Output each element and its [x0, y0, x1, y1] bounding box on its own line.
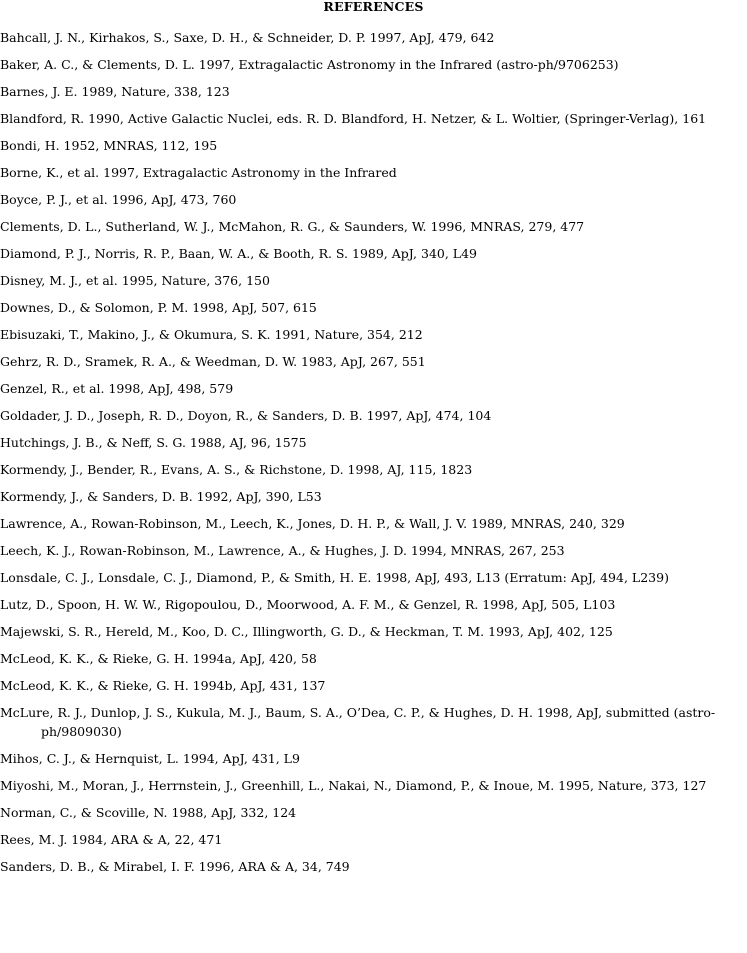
reference-entry: Mihos, C. J., & Hernquist, L. 1994, ApJ, 431, L9 — [0, 751, 300, 766]
reference-entry: Norman, C., & Scoville, N. 1988, ApJ, 332, 124 — [0, 805, 297, 820]
reference-entry: Lutz, D., Spoon, H. W. W., Rigopoulou, D., Moorwood, A. F. M., & Genzel, R. 1998, ApJ, 505, L103 — [0, 597, 616, 612]
reference-entry: Sanders, D. B., & Mirabel, I. F. 1996, ARA & A, 34, 749 — [0, 859, 350, 874]
reference-entry: Clements, D. L., Sutherland, W. J., McMahon, R. G., & Saunders, W. 1996, MNRAS, 279, 477 — [0, 219, 585, 234]
section-heading: REFERENCES — [323, 0, 424, 14]
reference-entry: McLure, R. J., Dunlop, J. S., Kukula, M. J., Baum, S. A., O’Dea, C. P., & Hughes, D. H. 1998, ApJ, submitted (astro-ph/9809030) — [0, 705, 716, 739]
reference-entry: Rees, M. J. 1984, ARA & A, 22, 471 — [0, 832, 223, 847]
reference-entry: Downes, D., & Solomon, P. M. 1998, ApJ, 507, 615 — [0, 300, 317, 315]
reference-entry: Gehrz, R. D., Sramek, R. A., & Weedman, D. W. 1983, ApJ, 267, 551 — [0, 354, 426, 369]
reference-entry: Boyce, P. J., et al. 1996, ApJ, 473, 760 — [0, 192, 237, 207]
reference-entry: Lonsdale, C. J., Lonsdale, C. J., Diamond, P., & Smith, H. E. 1998, ApJ, 493, L13 (Erratum: ApJ, 494, L239) — [0, 570, 669, 585]
reference-entry: Kormendy, J., & Sanders, D. B. 1992, ApJ, 390, L53 — [0, 489, 322, 504]
reference-entry: Kormendy, J., Bender, R., Evans, A. S., & Richstone, D. 1998, AJ, 115, 1823 — [0, 462, 473, 477]
reference-entry: Bahcall, J. N., Kirhakos, S., Saxe, D. H., & Schneider, D. P. 1997, ApJ, 479, 642 — [0, 30, 495, 45]
reference-entry: Leech, K. J., Rowan-Robinson, M., Lawrence, A., & Hughes, J. D. 1994, MNRAS, 267, 253 — [0, 543, 565, 558]
reference-entry: Genzel, R., et al. 1998, ApJ, 498, 579 — [0, 381, 234, 396]
reference-entry: Borne, K., et al. 1997, Extragalactic Astronomy in the Infrared — [0, 165, 397, 180]
reference-entry: Goldader, J. D., Joseph, R. D., Doyon, R., & Sanders, D. B. 1997, ApJ, 474, 104 — [0, 408, 492, 423]
reference-entry: Baker, A. C., & Clements, D. L. 1997, Extragalactic Astronomy in the Infrared (astro-ph/9706253) — [0, 57, 619, 72]
reference-entry: McLeod, K. K., & Rieke, G. H. 1994a, ApJ, 420, 58 — [0, 651, 317, 666]
reference-entry: Bondi, H. 1952, MNRAS, 112, 195 — [0, 138, 218, 153]
reference-entry: Hutchings, J. B., & Neff, S. G. 1988, AJ, 96, 1575 — [0, 435, 307, 450]
reference-entry: Barnes, J. E. 1989, Nature, 338, 123 — [0, 84, 230, 99]
reference-entry: Disney, M. J., et al. 1995, Nature, 376, 150 — [0, 273, 270, 288]
reference-entry: Majewski, S. R., Hereld, M., Koo, D. C., Illingworth, G. D., & Heckman, T. M. 1993, ApJ, 402, 125 — [0, 624, 613, 639]
reference-entry: Lawrence, A., Rowan-Robinson, M., Leech, K., Jones, D. H. P., & Wall, J. V. 1989, MNRAS, 240, 329 — [0, 516, 625, 531]
reference-entry: Ebisuzaki, T., Makino, J., & Okumura, S. K. 1991, Nature, 354, 212 — [0, 327, 423, 342]
reference-list — [0, 28, 744, 884]
reference-entry: Blandford, R. 1990, Active Galactic Nuclei, eds. R. D. Blandford, H. Netzer, & L. Woltier, (Springer-Verlag), 161 — [0, 111, 707, 126]
reference-entry: McLeod, K. K., & Rieke, G. H. 1994b, ApJ, 431, 137 — [0, 678, 326, 693]
reference-entry: Miyoshi, M., Moran, J., Herrnstein, J., Greenhill, L., Nakai, N., Diamond, P., & Inoue, M. 1995, Nature, 373, 127 — [0, 778, 707, 793]
reference-entry: Diamond, P. J., Norris, R. P., Baan, W. A., & Booth, R. S. 1989, ApJ, 340, L49 — [0, 246, 478, 261]
